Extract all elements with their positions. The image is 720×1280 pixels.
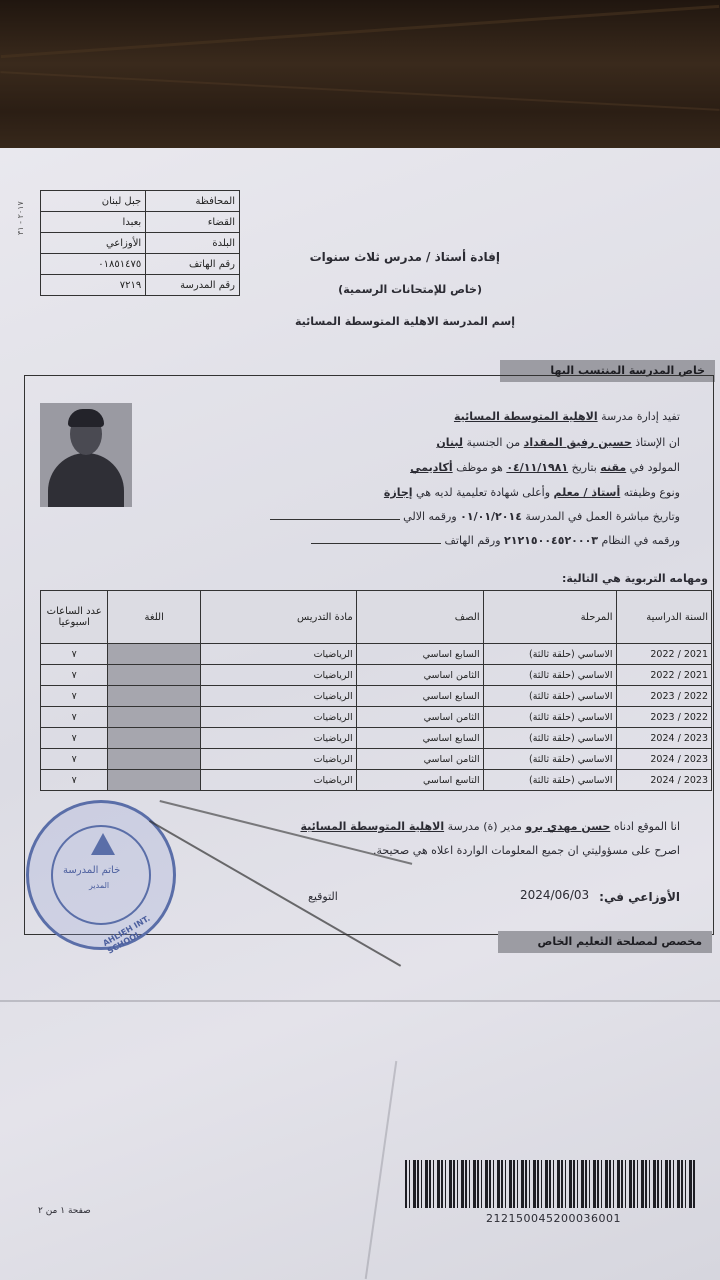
cell-language [108,665,201,686]
cell-language [108,707,201,728]
document-subtitle: (خاص للإمتحانات الرسمية) [338,283,482,296]
info-label: القضاء [146,212,240,233]
info-row [41,212,240,233]
cell-class: السابع اساسي [356,728,483,749]
cell-stage: الاساسي (حلقة ثالثة) [483,707,616,728]
cell-subject: الرياضيات [201,644,357,665]
info-value: ٧٢١٩ [41,275,146,296]
place-label: الأوزاعي في: [599,890,680,904]
cell-language [108,770,201,791]
degree: إجازة [383,486,413,499]
cell-subject: الرياضيات [201,707,357,728]
blank-line [270,518,400,520]
info-label: المحافظة [146,191,240,212]
cell-class: الثامن اساسي [356,665,483,686]
text: ورقمه في النظام [598,534,680,547]
cell-year: 2023 / 2024 [616,728,711,749]
text: انا الموقع ادناه [610,820,680,833]
cell-year: 2023 / 2024 [616,770,711,791]
cell-class: الثامن اساسي [356,749,483,770]
cell-year: 2022 / 2023 [616,707,711,728]
text: ورقم الهاتف [444,534,505,547]
signature-label: التوقيع [308,890,338,903]
table-row [41,770,712,791]
wood-grain [0,71,719,111]
director-name: حسن مهدي برو [525,820,611,833]
stamp-text: خاتم المدرسة [63,865,121,876]
cell-stage: الاساسي (حلقة ثالثة) [483,749,616,770]
text: وتاريخ مباشرة العمل في المدرسة [521,510,680,523]
page-number: صفحة ١ من ٢ [38,1206,91,1216]
info-value: الأوزاعي [41,233,146,254]
school-name-heading: إسم المدرسة الاهلية المتوسطة المسائية [295,315,515,328]
cell-hours: ٧ [41,686,108,707]
paper-fold [0,1000,720,1002]
info-box [40,190,240,296]
cell-class: الثامن اساسي [356,707,483,728]
declaration-date: 2024/06/03 [520,888,590,902]
header-class: الصف [356,591,483,644]
cell-hours: ٧ [41,665,108,686]
document-title: إفادة أستاذ / مدرس ثلاث سنوات [309,250,500,264]
cell-class: السابع اساسي [356,686,483,707]
text: ونوع وظيفته [620,486,680,499]
duties-title: ومهامه التربوية هي التالية: [561,572,708,585]
text: ان الإستاذ [631,436,680,449]
start-date: ٠١/٠١/٢٠١٤ [460,510,522,523]
nationality: لبنان [436,436,464,449]
info-row [41,275,240,296]
birthplace: مقنه [600,461,627,474]
cell-hours: ٧ [41,770,108,791]
table-row [41,686,712,707]
text: ورقمه الالي [403,510,461,523]
table-row [41,665,712,686]
table-row [41,707,712,728]
barcode-number: 212150045200036001 [486,1212,621,1225]
body-line-5 [270,510,680,523]
birth-date: ٠٤/١١/١٩٨١ [506,461,569,474]
header-year: السنة الدراسية [616,591,711,644]
cell-year: 2021 / 2022 [616,644,711,665]
cell-stage: الاساسي (حلقة ثالثة) [483,728,616,749]
text: المولود في [626,461,680,474]
cell-hours: ٧ [41,728,108,749]
text: تفيد إدارة مدرسة [597,410,680,423]
text: هو موظف [452,461,507,474]
body-line-4 [384,486,680,499]
cell-subject: الرياضيات [201,686,357,707]
info-value: بعبدا [41,212,146,233]
stamp-ring-text: AHLIEH INT. SCHOOL [101,913,152,956]
declaration-line-1 [300,820,680,833]
cell-class: التاسع اساسي [356,770,483,791]
teacher-photo [40,403,132,507]
info-value: جبل لبنان [41,191,146,212]
cell-hours: ٧ [41,707,108,728]
wood-table-background [0,0,720,160]
cell-subject: الرياضيات [201,749,357,770]
photo-body-shape [48,453,124,507]
info-row [41,233,240,254]
cell-hours: ٧ [41,644,108,665]
job-title: أستاذ / معلم [553,486,621,499]
cell-stage: الاساسي (حلقة ثالثة) [483,686,616,707]
teacher-name: حسين رفيق المقداد [523,436,632,449]
info-label: البلدة [146,233,240,254]
cell-stage: الاساسي (حلقة ثالثة) [483,665,616,686]
barcode-image [405,1160,695,1208]
employee-type: أكاديمي [410,461,453,474]
section-private-education-header: مخصص لمصلحة التعليم الخاص [498,931,712,953]
cell-stage: الاساسي (حلقة ثالثة) [483,644,616,665]
cell-subject: الرياضيات [201,665,357,686]
text: بتاريخ [568,461,601,474]
cell-subject: الرياضيات [201,728,357,749]
cell-language [108,728,201,749]
header-hours: عدد الساعات اسبوعيا [41,591,108,644]
info-value: ٠١٨٥١٤٧٥ [41,254,146,275]
duties-table [40,590,712,791]
school-name: الاهلية المتوسطة المسائية [300,820,445,833]
table-header-row [41,591,712,644]
body-line-3 [410,461,680,474]
side-code: ٢٠١٧ - ٣١ [16,201,25,235]
info-label: رقم الهاتف [146,254,240,275]
school-name: الاهلية المتوسطة المسائية [453,410,598,423]
table-row [41,728,712,749]
cell-year: 2023 / 2024 [616,749,711,770]
text: وأعلى شهادة تعليمية لديه هي [412,486,554,499]
body-line-1 [454,410,680,423]
cell-stage: الاساسي (حلقة ثالثة) [483,770,616,791]
photo-hair-shape [68,409,104,427]
wood-grain [1,5,719,58]
cell-subject: الرياضيات [201,770,357,791]
table-row [41,749,712,770]
cell-year: 2021 / 2022 [616,665,711,686]
cell-language [108,686,201,707]
table-row [41,644,712,665]
cell-class: السابع اساسي [356,644,483,665]
body-line-6 [311,534,680,547]
header-stage: المرحلة [483,591,616,644]
info-row [41,254,240,275]
cedar-icon [91,833,115,855]
info-label: رقم المدرسة [146,275,240,296]
cell-year: 2022 / 2023 [616,686,711,707]
cell-hours: ٧ [41,749,108,770]
system-number: ٢١٢١٥٠٠٤٥٢٠٠٠٣ [504,534,599,547]
section-school-header: خاص المدرسة المنتسب اليها [500,360,715,382]
blank-line [311,542,441,544]
text: من الجنسية [463,436,524,449]
cell-language [108,644,201,665]
header-language: اللغة [108,591,201,644]
declaration-line-2: اصرح على مسؤوليتي ان جميع المعلومات الواردة اعلاه هي صحيحة. [372,844,680,857]
info-row [41,191,240,212]
stamp-subtext: المدير [89,881,110,890]
body-line-2 [436,436,680,449]
header-subject: مادة التدريس [201,591,357,644]
text: مدير (ة) مدرسة [444,820,526,833]
cell-language [108,749,201,770]
